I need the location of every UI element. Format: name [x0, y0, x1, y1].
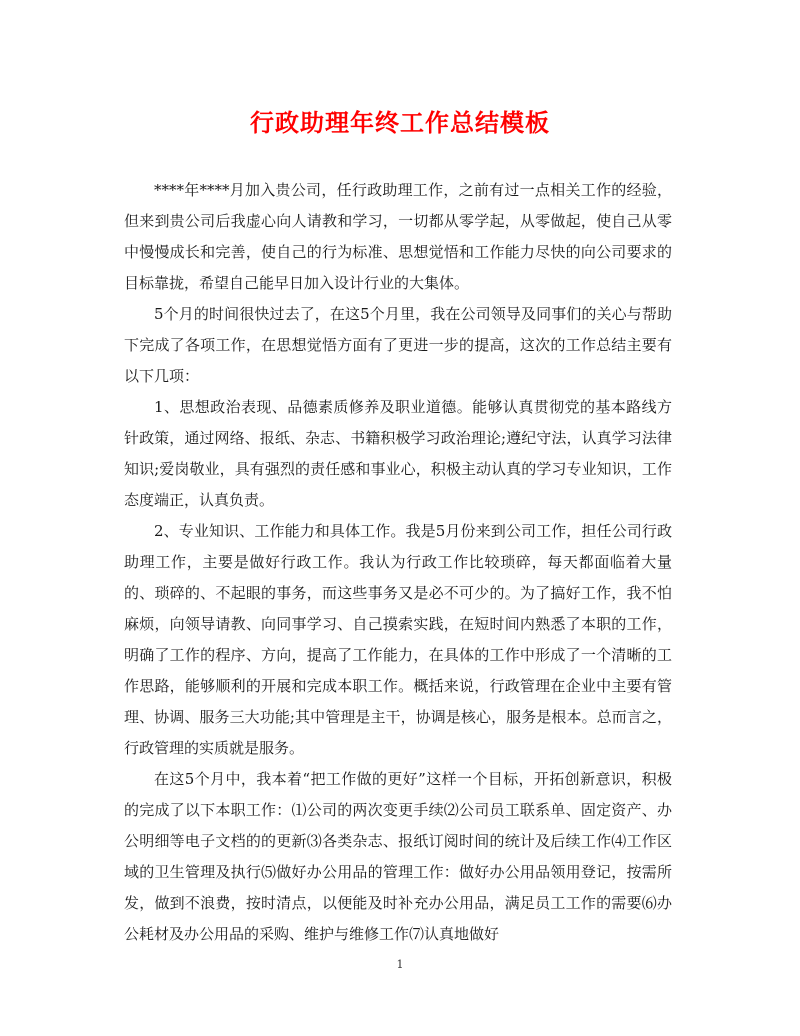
- paragraph-political-performance: 1、思想政治表现、品德素质修养及职业道德。能够认真贯彻党的基本路线方针政策，通过网络、报纸、杂志、书籍积极学习政治理论;遵纪守法，认真学习法律知识;爱岗敬业，具有强烈的责任感和事业心，积极主动认真的学习专业知识，工作态度端正，认真负责。: [124, 398, 672, 509]
- paragraph-professional-work: 2、专业知识、工作能力和具体工作。我是5月份来到公司工作，担任公司行政助理工作，主要是做好行政工作。我认为行政工作比较琐碎，每天都面临着大量的、琐碎的、不起眼的事务，而这些事务又是必不可少的。为了搞好工作，我不怕麻烦，向领导请教、向同事学习、自己摸索实践，在短时间内熟悉了本职的工作，明确了工作的程序、方向，提高了工作能力，在具体的工作中形成了一个清晰的工作思路，能够顺利的开展和完成本职工作。概括来说，行政管理在企业中主要有管理、协调、服务三大功能;其中管理是主干，协调是核心，服务是根本。总而言之，行政管理的实质就是服务。: [124, 522, 672, 757]
- page-number: 1: [396, 958, 404, 971]
- paragraph-completed-tasks: 在这5个月中，我本着“把工作做的更好”这样一个目标，开拓创新意识，积极的完成了以下本职工作：⑴公司的两次变更手续⑵公司员工联系单、固定资产、办公明细等电子文档的的更新⑶各类杂志、报纸订阅时间的统计及后续工作⑷工作区域的卫生管理及执行⑸做好办公用品的管理工作：做好办公用品领用登记，按需所发，做到不浪费，按时清点，以便能及时补充办公用品，满足员工工作的需要⑹办公耗材及办公用品的采购、维护与维修工作⑺认真地做好: [124, 770, 672, 943]
- paragraph-intro: ****年****月加入贵公司，任行政助理工作，之前有过一点相关工作的经验，但来到贵公司后我虚心向人请教和学习，一切都从零学起，从零做起，使自己从零中慢慢成长和完善，使自己的行为标准、思想觉悟和工作能力尽快的向公司要求的目标靠拢，希望自己能早日加入设计行业的大集体。: [124, 181, 672, 292]
- document-body: [124, 175, 672, 950]
- document-title: 行政助理年终工作总结模板: [250, 108, 550, 137]
- paragraph-summary-overview: 5个月的时间很快过去了，在这5个月里，我在公司领导及同事们的关心与帮助下完成了各项工作，在思想觉悟方面有了更进一步的提高，这次的工作总结主要有以下几项：: [124, 305, 672, 385]
